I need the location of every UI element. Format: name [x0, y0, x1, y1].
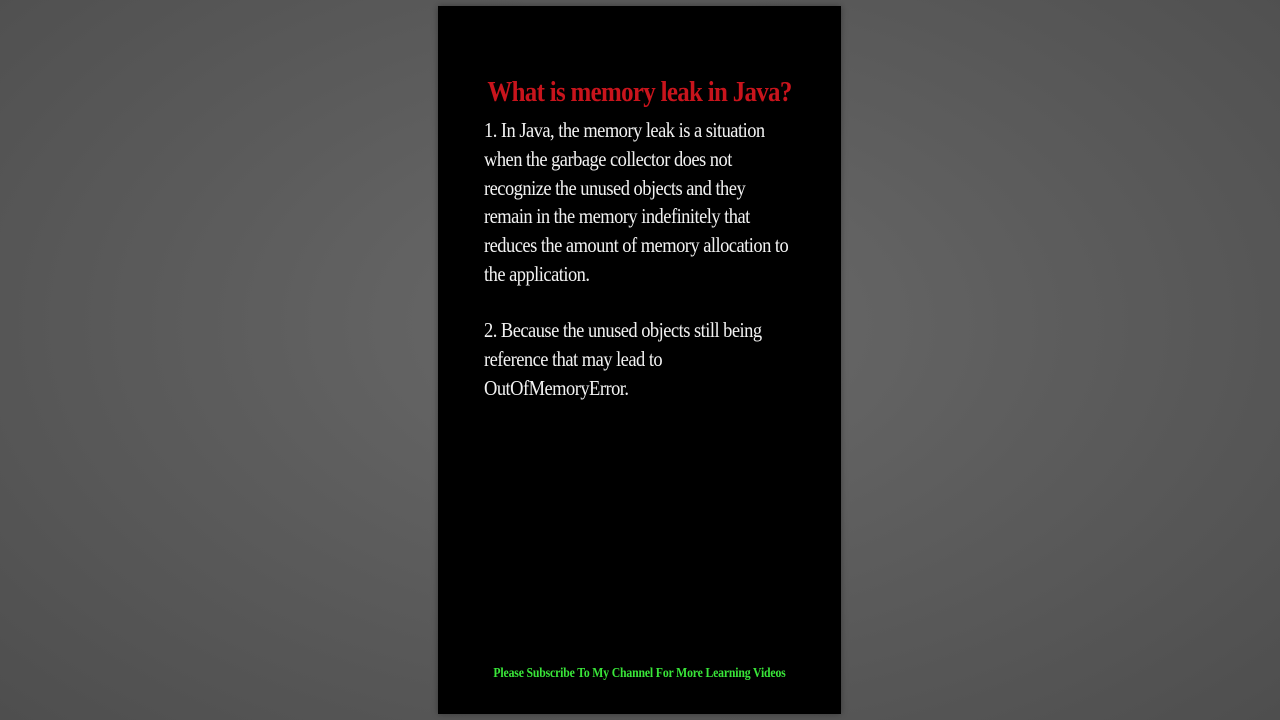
paragraph-2: 2. Because the unused objects still being reference that may lead to OutOfMemoryError.: [484, 318, 762, 400]
video-frame[interactable]: [438, 6, 841, 714]
slide-title: What is memory leak in Java?: [487, 76, 792, 108]
subscribe-footer: Please Subscribe To My Channel For More Learning Videos: [493, 666, 786, 681]
paragraph-1: 1. In Java, the memory leak is a situation when the garbage collector does not recognize the unused objects and they remain in the memory indefinitely that reduces the amount of memory allocation to the application.: [484, 118, 789, 286]
